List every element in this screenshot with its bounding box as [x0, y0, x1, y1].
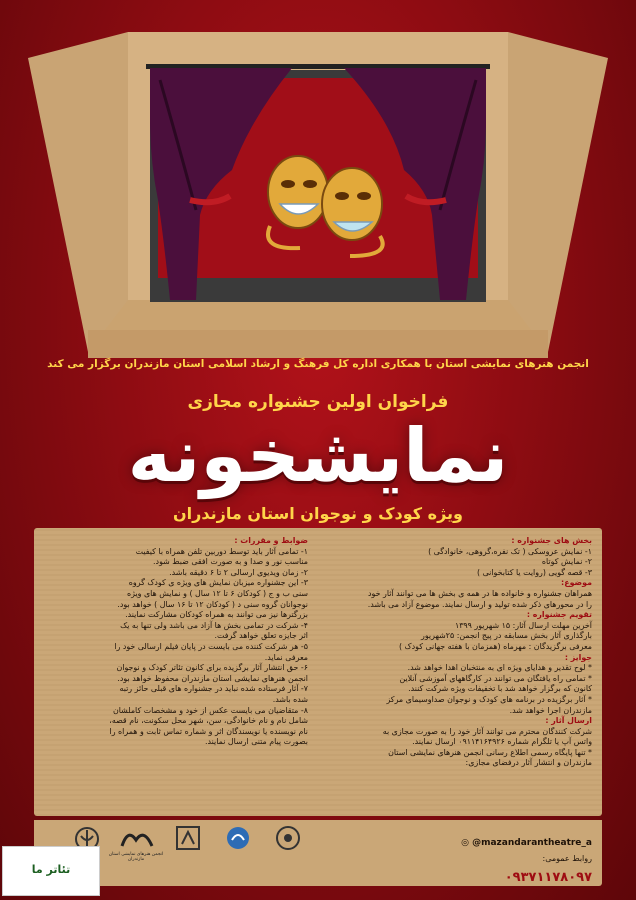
- ershad-logo-icon: [174, 824, 202, 852]
- kanoon-logo-icon: [224, 824, 252, 852]
- rule-line: سنی ب و ج ( کودکان ۶ تا ۱۲ سال ) و نمایش های ویژه: [126, 588, 308, 598]
- festival-title: نمایشخونه: [127, 413, 509, 499]
- sections-heading: بخش های جشنواره :: [511, 536, 592, 545]
- info-right-column: [312, 536, 592, 769]
- rule-line: ۸- متقاضیان می بایست عکس از خود و مشخصات کاملشان: [112, 705, 308, 715]
- rule-line: ۳- این جشنواره میزبان نمایش های ویژه ی کودک گروه: [128, 578, 308, 588]
- section-item: ۳- قصه گویی (روایت یا کتابخوانی ): [477, 567, 592, 577]
- rule-line: بزرگترها نیز می توانند به همراه کودکان مشارکت نمایند.: [125, 610, 308, 620]
- info-panel: [34, 528, 602, 816]
- send-item: مازندران و انتشار آثار درفضای مجازی:: [465, 758, 592, 768]
- instagram-handle[interactable]: ◎ @mazandarantheatre_a: [461, 838, 592, 848]
- rule-line: نوجوانان گروه سنی د ( کودکان ۱۲ تا ۱۶ سال ) خواهد بود.: [117, 599, 308, 609]
- send-heading: ارسال آثار :: [545, 716, 592, 726]
- section-item: ۱- نمایش عروسکی ( تک نفره،گروهی، خانوادگی ): [428, 546, 592, 556]
- rule-line: معرفی نماید.: [264, 652, 308, 662]
- prize-item: * تمامی راه یافتگان می توانند در کارگاههای آموزشی آنلاین: [399, 673, 592, 683]
- rule-line: ۶- حق انتشار آثار برگزیده برای کانون تئاتر کودک و نوجوان: [116, 663, 308, 673]
- send-item: * تنها پایگاه رسمی اطلاع رسانی انجمن هنرهای نمایشی استان: [388, 747, 592, 757]
- contact-label: روابط عمومی:: [542, 854, 592, 863]
- calendar-heading: تقویم جشنواره :: [526, 610, 592, 620]
- instagram-icon: ◎: [461, 838, 469, 848]
- send-item: واتس آپ یا تلگرام شماره ۰۹۱۱۴۱۶۴۹۲۶ ارسال نمایند.: [412, 737, 592, 747]
- stage-right-flap: [508, 32, 608, 352]
- rules-heading: ضوابط و مقررات :: [234, 536, 308, 545]
- calendar-item: معرفی برگزیدگان : مهرماه (همزمان با هفته جهانی کودک ): [398, 641, 592, 651]
- calendar-item: آخرین مهلت ارسال آثار: ۱۵ شهریور ۱۳۹۹: [454, 620, 592, 630]
- topic-text: همراهان جشنواره و خانواده ها در همه ی بخش ها می توانند آثار خود: [368, 588, 592, 598]
- prize-item: * آثار برگزیده در برنامه های کودک و نوجوان صداوسیمای مرکز: [386, 694, 592, 704]
- contact-phone[interactable]: ۰۹۳۷۱۱۷۸۰۹۷: [504, 870, 592, 885]
- section-item: ۲- نمایش کوتاه: [541, 557, 592, 567]
- prize-item: مازندران اجرا خواهد شد.: [509, 705, 592, 715]
- prize-item: * لوح تقدیر و هدایای ویژه ای به منتخبان اهدا خواهد شد.: [407, 663, 592, 673]
- rule-line: ۵- هر شرکت کننده می بایست در پایان فیلم ارسالی خود را: [114, 641, 308, 651]
- topic-text: را در محورهای ذکر شده تولید و ارسال نمایند. موضوع آزاد می باشد.: [367, 599, 592, 609]
- info-left-column: [46, 536, 308, 748]
- broadcast-logo-icon: [274, 824, 302, 852]
- rule-line: بصورت پیام متنی ارسال نمایند.: [205, 737, 308, 747]
- rule-line: ۷- آثار فرستاده شده نباید در جشنواره های قبلی حائز رتبه: [119, 684, 308, 694]
- prizes-heading: جوایز :: [564, 652, 592, 662]
- send-item: شرکت کنندگان محترم می توانند آثار خود را به صورت مجازی به: [382, 726, 592, 736]
- rule-line: شامل نام و نام خانوادگی، سن، شهر محل سکونت، نام قصه،: [109, 716, 308, 726]
- rule-line: اثر جایزه تعلق خواهد گرفت.: [214, 631, 308, 641]
- rule-line: نام نویسنده یا نویسندگان اثر و شماره تماس ثابت و همراه را: [109, 726, 308, 736]
- footer: [34, 820, 602, 886]
- rule-line: ۱- تمامی آثار باید توسط دوربین تلفن همراه با کیفیت: [135, 546, 308, 556]
- topic-heading: موضوع:: [561, 578, 592, 588]
- stage-left-flap: [28, 32, 128, 352]
- rule-line: شده باشد.: [272, 694, 308, 704]
- watermark-logo: [2, 846, 100, 896]
- association-logo-label: انجمن هنرهای نمایشی استان مازندران: [108, 852, 164, 862]
- festival-subtitle: ویژه کودک و نوجوان استان مازندران: [173, 504, 463, 523]
- theatre-association-logo-icon: [120, 826, 154, 850]
- watermark-text: تئاتر ما: [31, 863, 71, 876]
- rule-line: ۴- شرکت در تمامی بخش ها آزاد می باشد ولی تنها به یک: [120, 620, 308, 630]
- rule-line: ۲- زمان ویدیوی ارسالی ۲ تا ۶ دقیقه باشد.: [169, 567, 308, 577]
- rule-line: انجمن هنرهای نمایشی استان مازندران محفوظ خواهد بود.: [117, 673, 308, 683]
- organizer-line: انجمن هنرهای نمایشی استان با همکاری اداره کل فرهنگ و ارشاد اسلامی استان مازندران برگزار می کند: [47, 358, 589, 370]
- call-title: فراخوان اولین جشنواره مجازی: [187, 392, 449, 412]
- calendar-item: بارگذاری آثار بخش مسابقه در پیج انجمن: ۲۵شهریور: [421, 631, 592, 641]
- rule-line: مناسب نور و صدا و به صورت افقی ضبط شود.: [153, 557, 308, 567]
- stage-front-board: [88, 330, 548, 358]
- prize-item: کانون که برگزار خواهد شد با تخفیفات ویژه شرکت کنند.: [408, 684, 592, 694]
